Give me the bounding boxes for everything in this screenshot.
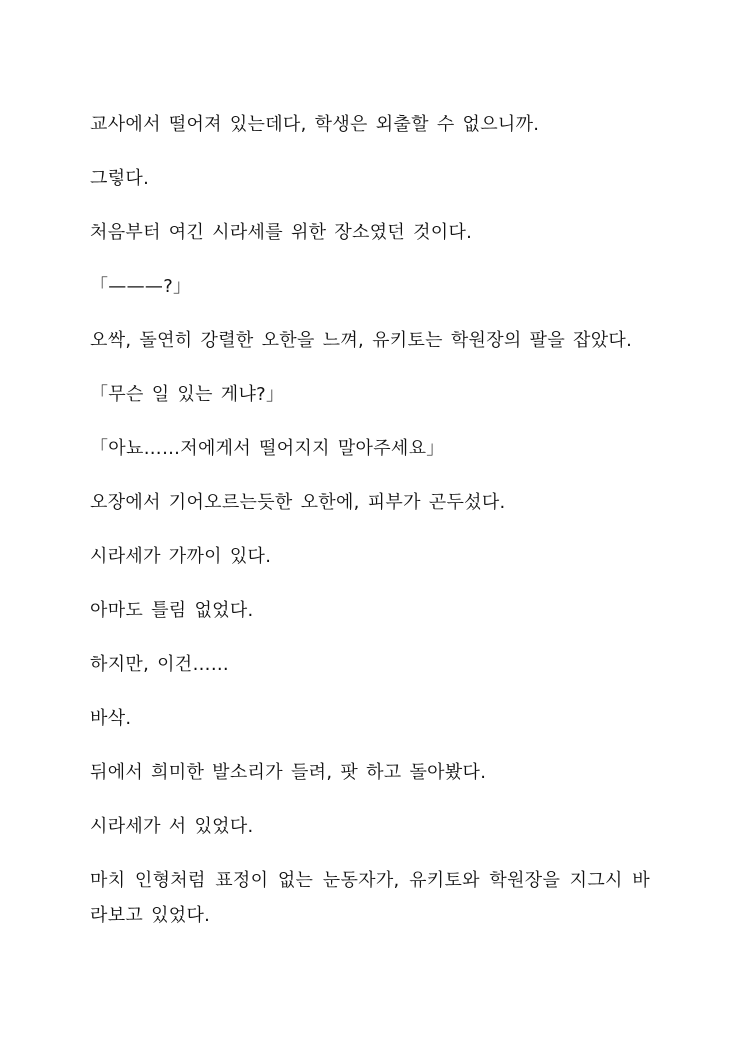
paragraph: 마치 인형처럼 표정이 없는 눈동자가, 유키토와 학원장을 지그시 바라보고 있었다. <box>90 870 650 926</box>
paragraph: 아마도 틀림 없었다. <box>90 600 254 621</box>
paragraph: 하지만, 이건…… <box>90 654 230 675</box>
dialogue-line: 「무슨 일 있는 게냐?」 <box>90 384 285 405</box>
paragraph: 처음부터 여긴 시라세를 위한 장소였던 것이다. <box>90 222 473 243</box>
dialogue-line: 「아뇨……저에게서 떨어지지 말아주세요」 <box>90 438 445 459</box>
body-text <box>90 107 650 952</box>
paragraph: 오장에서 기어오르는듯한 오한에, 피부가 곤두섰다. <box>90 492 506 513</box>
paragraph: 뒤에서 희미한 발소리가 들려, 팟 하고 돌아봤다. <box>90 762 487 783</box>
paragraph: 시라세가 서 있었다. <box>90 816 254 837</box>
paragraph: 시라세가 가까이 있다. <box>90 546 272 567</box>
dialogue-line: 「———?」 <box>90 276 192 297</box>
paragraph: 오싹, 돌연히 강렬한 오한을 느껴, 유키토는 학원장의 팔을 잡았다. <box>90 330 633 351</box>
paragraph: 교사에서 떨어져 있는데다, 학생은 외출할 수 없으니까. <box>90 114 540 135</box>
paragraph: 바삭. <box>90 708 132 729</box>
paragraph: 그렇다. <box>90 168 150 189</box>
